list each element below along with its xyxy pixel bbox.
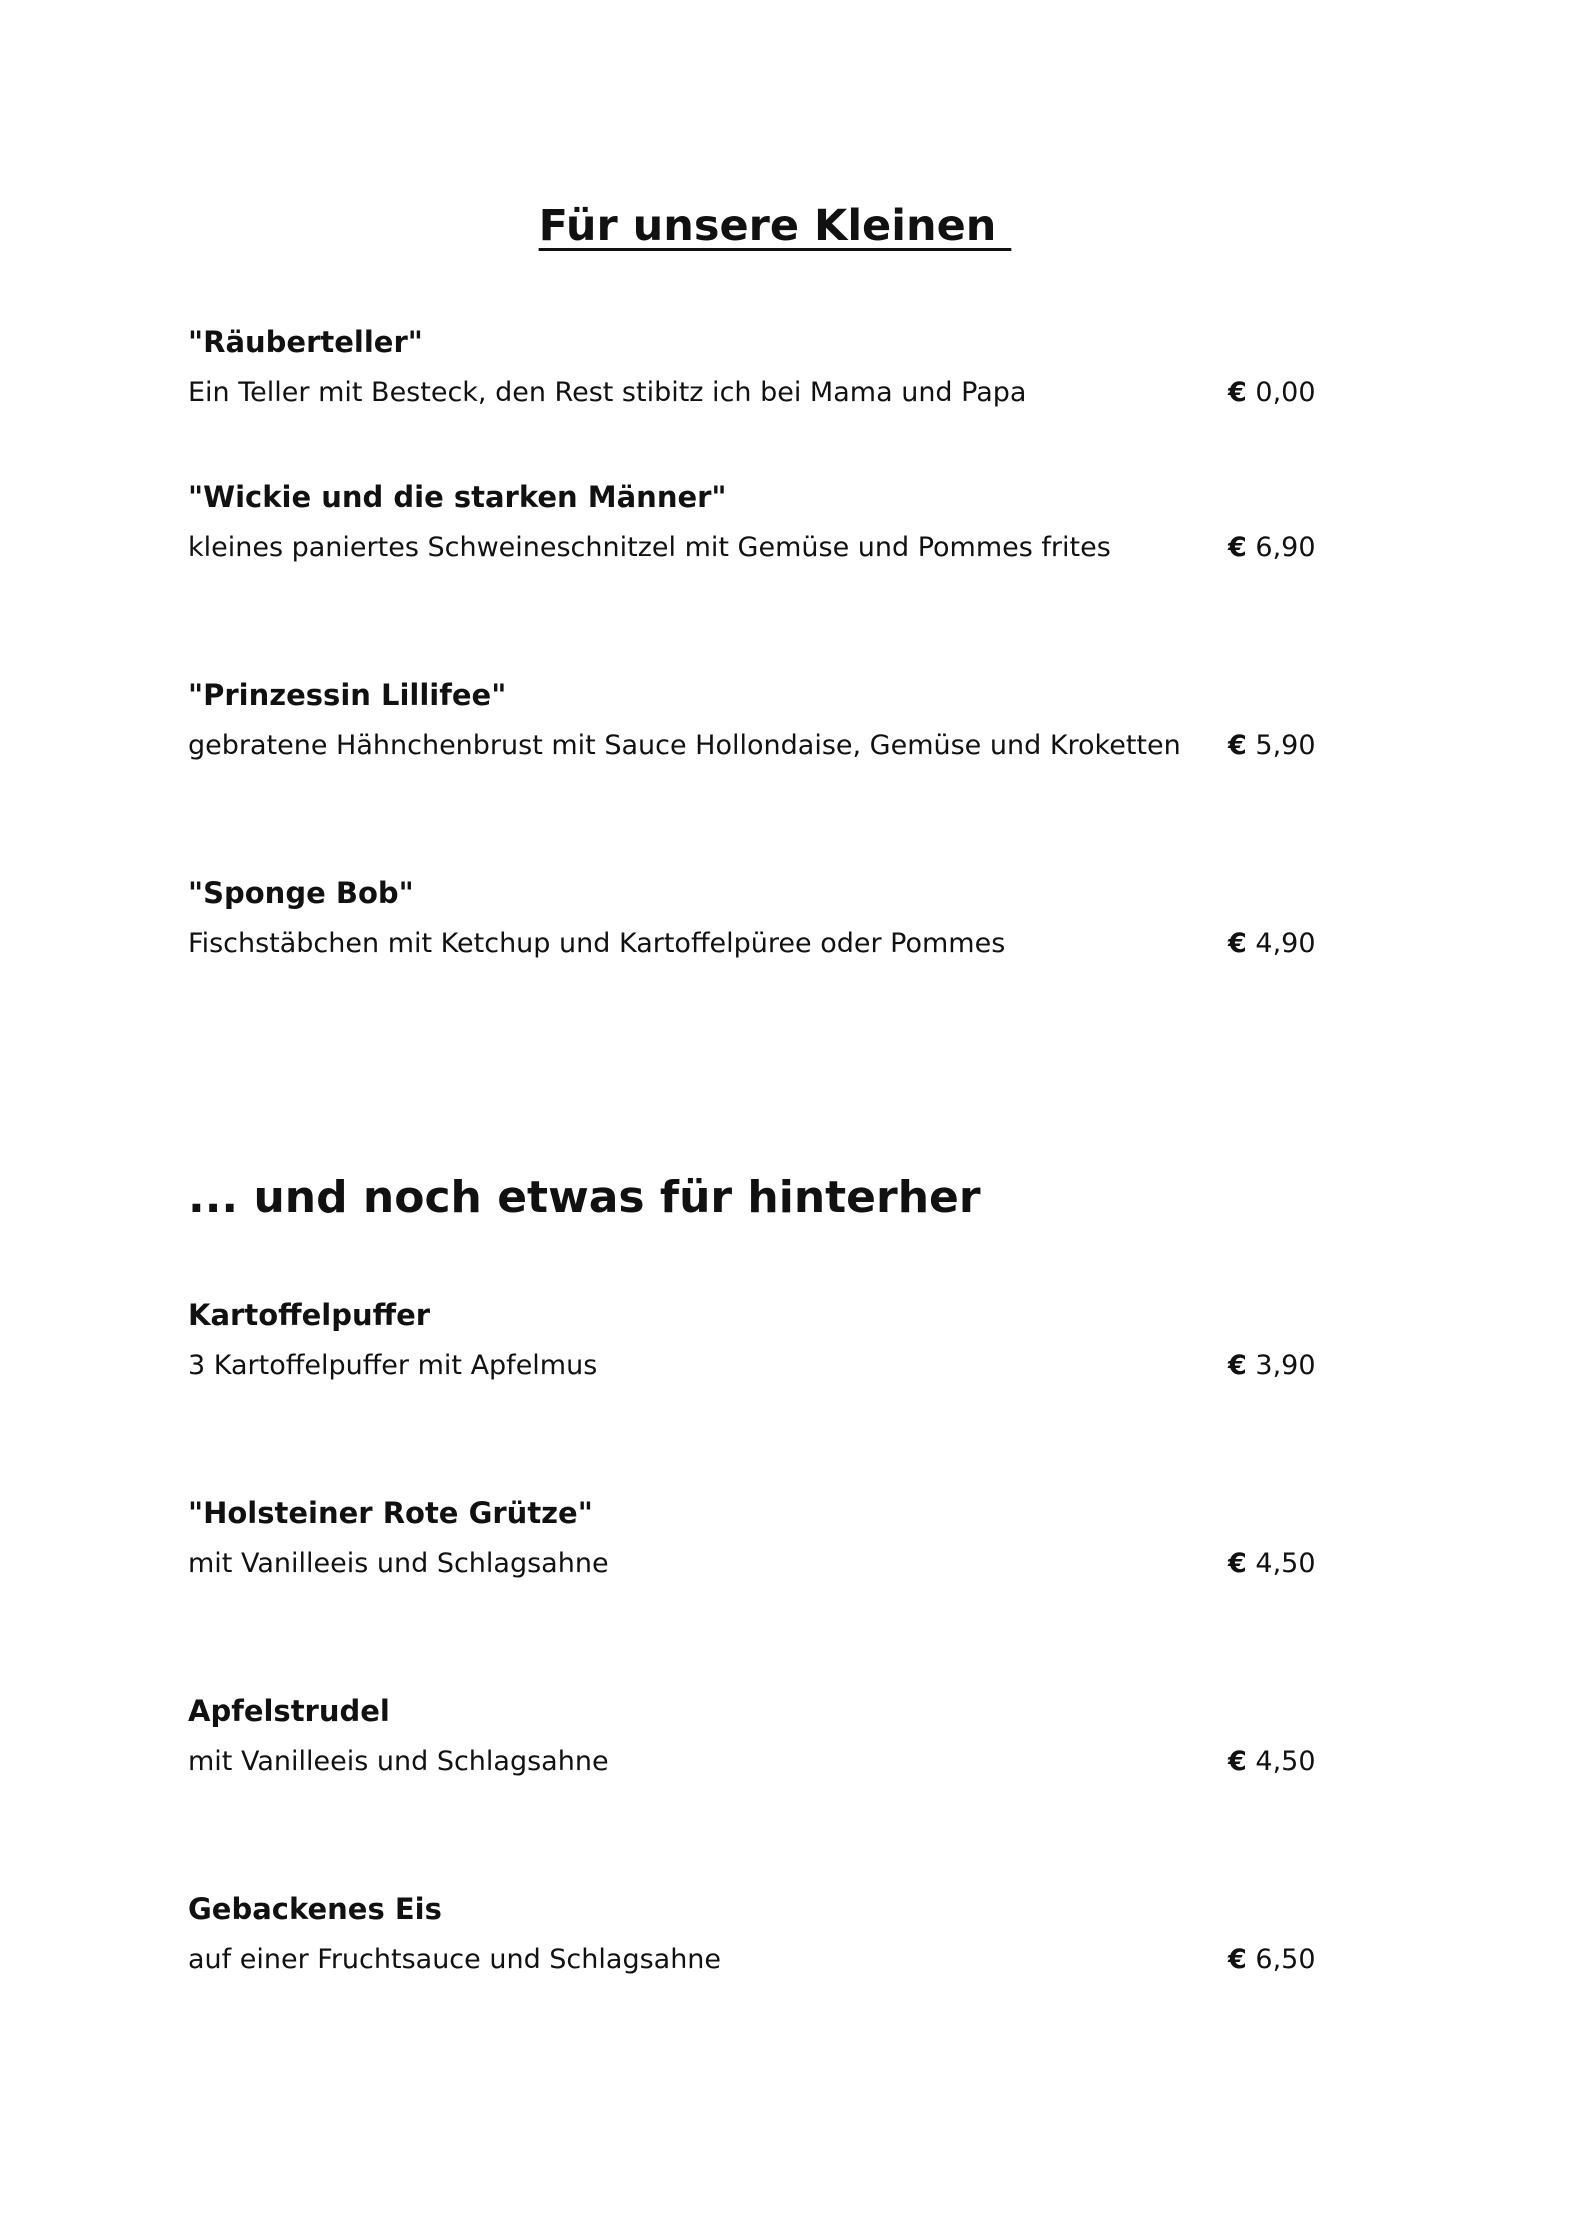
price-value: 4,50 xyxy=(1255,1548,1316,1579)
item-price xyxy=(1228,1941,1316,1979)
item-description: mit Vanilleeis und Schlagsahne xyxy=(188,1548,609,1579)
menu-item-sponge-bob xyxy=(188,873,1328,983)
menu-item-apfelstrudel xyxy=(188,1691,1328,1801)
item-price xyxy=(1228,1545,1316,1583)
price-currency: € xyxy=(1228,532,1247,563)
price-currency: € xyxy=(1228,1746,1247,1777)
price-value: 3,90 xyxy=(1255,1350,1316,1381)
item-price xyxy=(1228,727,1316,765)
price-currency: € xyxy=(1228,1350,1247,1381)
price-value: 4,50 xyxy=(1255,1746,1316,1777)
item-name: "Prinzessin Lillifee" xyxy=(188,678,507,712)
item-description: Fischstäbchen mit Ketchup und Kartoffelpüree oder Pommes xyxy=(188,928,1006,959)
price-currency: € xyxy=(1228,928,1247,959)
item-price xyxy=(1228,529,1316,567)
item-name: Kartoffelpuffer xyxy=(188,1298,431,1332)
price-currency: € xyxy=(1228,377,1247,408)
price-value: 5,90 xyxy=(1255,730,1316,761)
item-name: "Sponge Bob" xyxy=(188,876,414,910)
price-value: 6,90 xyxy=(1255,532,1316,563)
item-name: "Wickie und die starken Männer" xyxy=(188,480,727,514)
page-title xyxy=(0,198,1550,254)
price-value: 6,50 xyxy=(1255,1944,1316,1975)
item-description: auf einer Fruchtsauce und Schlagsahne xyxy=(188,1944,722,1975)
item-name: "Räuberteller" xyxy=(188,325,423,359)
item-description: kleines paniertes Schweineschnitzel mit Gemüse und Pommes frites xyxy=(188,532,1111,563)
item-price xyxy=(1228,1743,1316,1781)
page-title-text: Für unsere Kleinen xyxy=(538,201,1012,251)
price-value: 0,00 xyxy=(1255,377,1316,408)
price-value: 4,90 xyxy=(1255,928,1316,959)
item-description: mit Vanilleeis und Schlagsahne xyxy=(188,1746,609,1777)
menu-item-wickie xyxy=(188,477,1328,587)
menu-item-prinzessin-lillifee xyxy=(188,675,1328,785)
item-name: "Holsteiner Rote Grütze" xyxy=(188,1496,593,1530)
price-currency: € xyxy=(1228,1548,1247,1579)
menu-item-gebackenes-eis xyxy=(188,1889,1328,1999)
item-price xyxy=(1228,1347,1316,1385)
item-price xyxy=(1228,925,1316,963)
price-currency: € xyxy=(1228,730,1247,761)
dessert-section-heading: ... und noch etwas für hinterher xyxy=(188,1172,981,1223)
item-description: Ein Teller mit Besteck, den Rest stibitz ich bei Mama und Papa xyxy=(188,377,1027,408)
menu-item-kartoffelpuffer xyxy=(188,1295,1328,1405)
item-description: gebratene Hähnchenbrust mit Sauce Hollondaise, Gemüse und Kroketten xyxy=(188,730,1181,761)
menu-item-raeuberteller xyxy=(188,322,1328,432)
menu-item-rote-gruetze xyxy=(188,1493,1328,1603)
item-price xyxy=(1228,374,1316,412)
item-name: Apfelstrudel xyxy=(188,1694,390,1728)
item-name: Gebackenes Eis xyxy=(188,1892,442,1926)
price-currency: € xyxy=(1228,1944,1247,1975)
item-description: 3 Kartoffelpuffer mit Apfelmus xyxy=(188,1350,598,1381)
